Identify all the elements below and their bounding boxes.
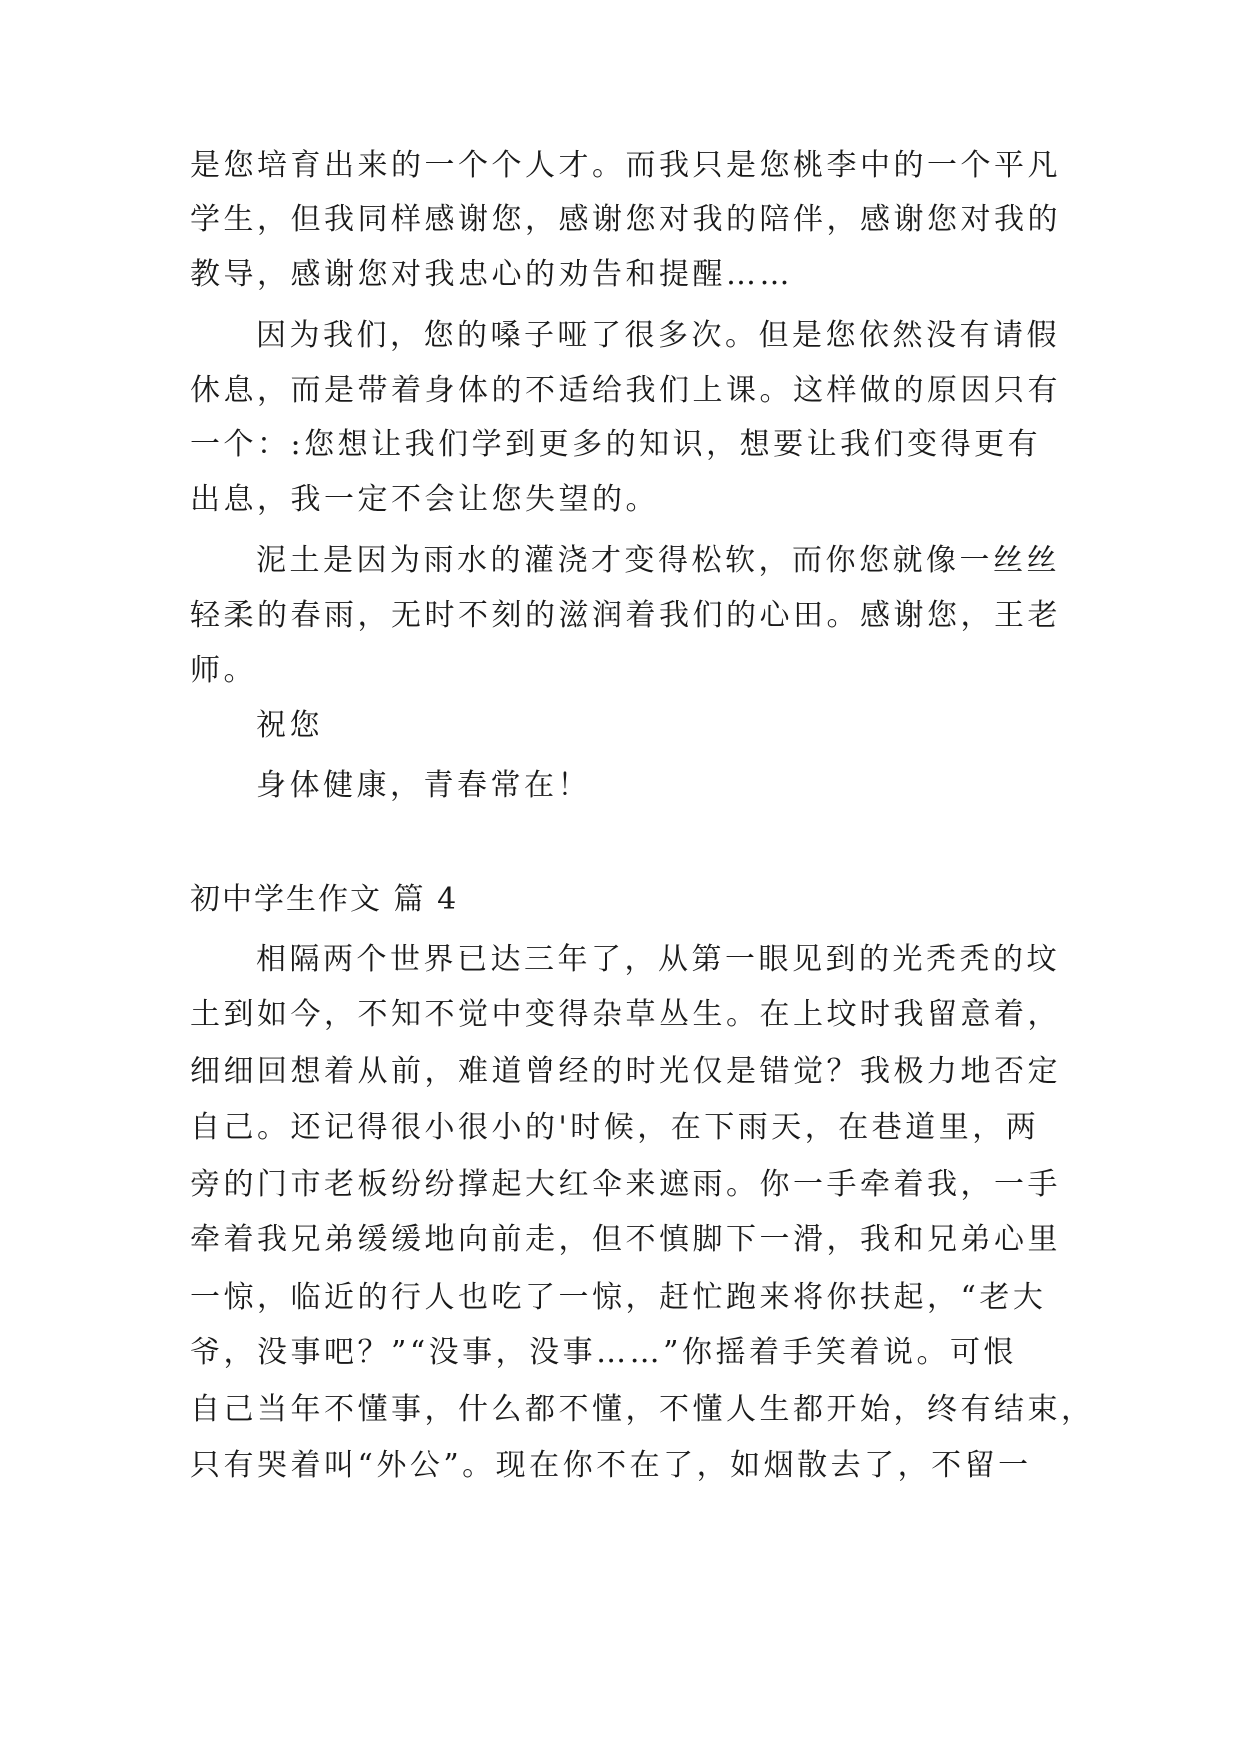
text-line: 自己当年不懂事，什么都不懂，不懂人生都开始，终有结束，: [190, 1392, 1095, 1427]
paragraph-start-line: 泥土是因为雨水的灌浇才变得松软，而你您就像一丝丝: [256, 543, 1060, 578]
text-line: 一惊，临近的行人也吃了一惊，赶忙跑来将你扶起，“老大: [190, 1280, 1047, 1315]
paragraph-start-line: 相隔两个世界已达三年了，从第一眼见到的光秃秃的坟: [256, 942, 1060, 977]
text-line: 是您培育出来的一个个人才。而我只是您桃李中的一个平凡: [190, 148, 1061, 183]
text-line: 教导，感谢您对我忠心的劝告和提醒……: [190, 257, 793, 292]
text-line: 师。: [190, 653, 257, 688]
text-line: 一个：:您想让我们学到更多的知识，想要让我们变得更有: [190, 427, 1042, 462]
paragraph-start-line: 因为我们，您的嗓子哑了很多次。但是您依然没有请假: [256, 318, 1060, 353]
text-line: 轻柔的春雨，无时不刻的滋润着我们的心田。感谢您，王老: [190, 598, 1061, 633]
text-line: 爷，没事吧？”“没事，没事……”你摇着手笑着说。可恨: [190, 1335, 1018, 1370]
text-line: 细细回想着从前，难道曾经的时光仅是错觉？我极力地否定: [190, 1054, 1061, 1089]
section-heading: 初中学生作文 篇 4: [190, 882, 459, 917]
text-line: 自己。还记得很小很小的'时候，在下雨天，在巷道里，两: [190, 1110, 1040, 1145]
text-line: 只有哭着叫“外公”。现在你不在了，如烟散去了，不留一: [190, 1448, 1032, 1483]
text-line: 休息，而是带着身体的不适给我们上课。这样做的原因只有: [190, 373, 1061, 408]
text-line: 旁的门市老板纷纷撑起大红伞来遮雨。你一手牵着我，一手: [190, 1167, 1061, 1202]
closing-salutation: 祝您: [256, 708, 323, 743]
text-line: 土到如今，不知不觉中变得杂草丛生。在上坟时我留意着，: [190, 997, 1061, 1032]
text-line: 牵着我兄弟缓缓地向前走，但不慎脚下一滑，我和兄弟心里: [190, 1222, 1061, 1257]
text-line: 出息，我一定不会让您失望的。: [190, 482, 659, 517]
closing-wish: 身体健康，青春常在！: [256, 768, 591, 803]
text-line: 学生，但我同样感谢您，感谢您对我的陪伴，感谢您对我的: [190, 202, 1061, 237]
